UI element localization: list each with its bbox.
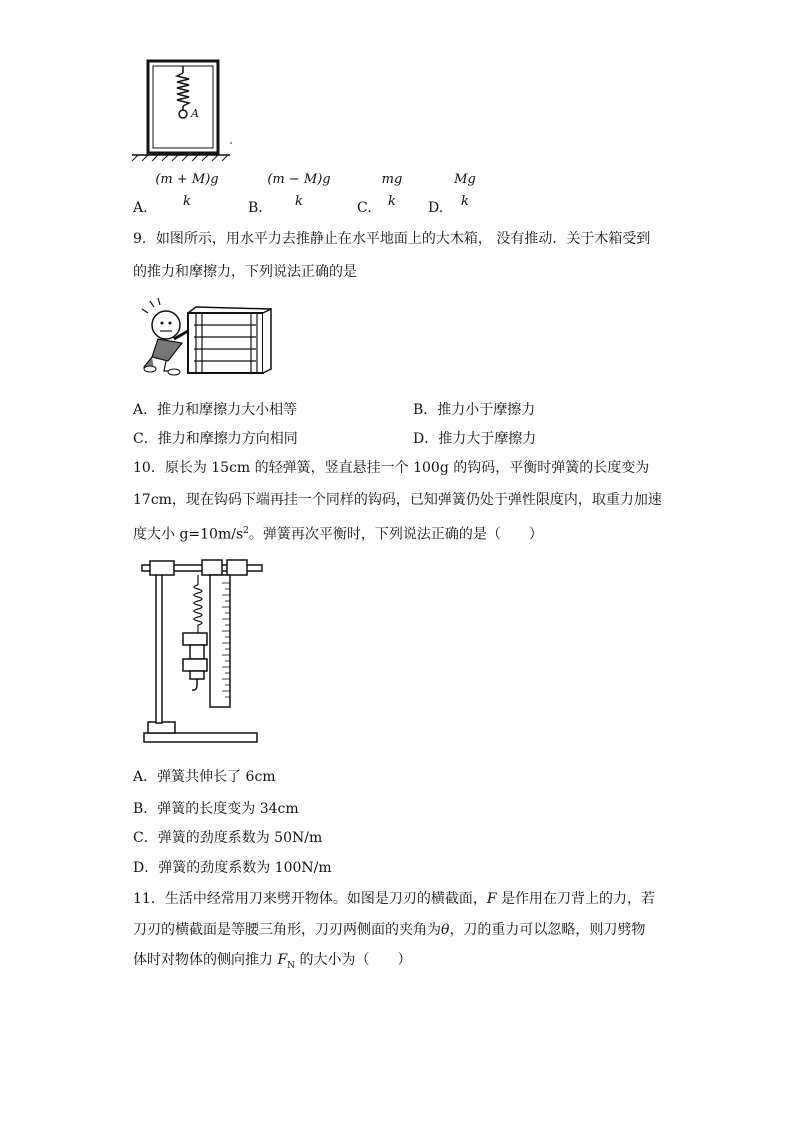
- mass-label-a: A: [191, 107, 199, 120]
- q11-stem-line-1: 11．生活中经常用刀来劈开物体。如图是刀刃的横截面，F 是作用在刀背上的力，若: [133, 891, 655, 907]
- q11-stem-line-2: 刀刃的横截面是等腰三角形，刀刃两侧面的夹角为θ，刀的重力可以忽略，则刀劈物: [133, 922, 646, 938]
- q10-option-b[interactable]: B．弹簧的长度变为 34cm: [133, 801, 299, 817]
- q10-stem-line-1: 10．原长为 15cm 的轻弹簧，竖直悬挂一个 100g 的钩码，平衡时弹簧的长度变为: [133, 460, 650, 476]
- q10-stem-line-2: 17cm，现在钩码下端再挂一个同样的钩码，已知弹簧仍处于弹性限度内，取重力加速: [133, 492, 662, 508]
- q8-option-b-fraction: (m − M)g k: [267, 172, 331, 209]
- spring-stand-figure: [140, 555, 265, 750]
- pushing-crate-figure: [138, 295, 278, 380]
- q10-option-a[interactable]: A．弹簧共伸长了 6cm: [133, 769, 276, 785]
- q9-option-d[interactable]: D．推力大于摩擦力: [413, 431, 537, 447]
- q11-stem-line-3: 体时对物体的侧向推力 $F_N$ 的大小为（ ）: [133, 952, 412, 971]
- q9-option-a[interactable]: A．推力和摩擦力大小相等: [133, 402, 298, 418]
- q9-stem-line-1: 9．如图所示，用水平力去推静止在水平地面上的大木箱， 没有推动．关于木箱受到: [133, 231, 651, 247]
- q10-option-d[interactable]: D．弹簧的劲度系数为 100N/m: [133, 860, 332, 876]
- q8-option-c-label[interactable]: C.: [357, 200, 372, 216]
- q8-option-a-fraction: (m + M)g k: [155, 172, 219, 209]
- q8-option-d-fraction: Mg k: [454, 172, 476, 209]
- q8-option-a-label[interactable]: A.: [133, 200, 148, 216]
- q10-option-c[interactable]: C．弹簧的劲度系数为 50N/m: [133, 830, 323, 846]
- q9-option-c[interactable]: C．推力和摩擦力方向相同: [133, 431, 298, 447]
- q8-option-d-label[interactable]: D.: [428, 200, 444, 216]
- q8-option-c-fraction: mg k: [381, 172, 403, 209]
- q8-option-b-label[interactable]: B.: [248, 200, 263, 216]
- q10-stem-line-3: 度大小 $g=10m/s^2$。弹簧再次平衡时，下列说法正确的是（ ）: [133, 526, 543, 543]
- q9-stem-line-2: 的推力和摩擦力，下列说法正确的是: [133, 264, 357, 280]
- spring-box-figure: [130, 55, 240, 165]
- q9-option-b[interactable]: B．推力小于摩擦力: [413, 402, 536, 418]
